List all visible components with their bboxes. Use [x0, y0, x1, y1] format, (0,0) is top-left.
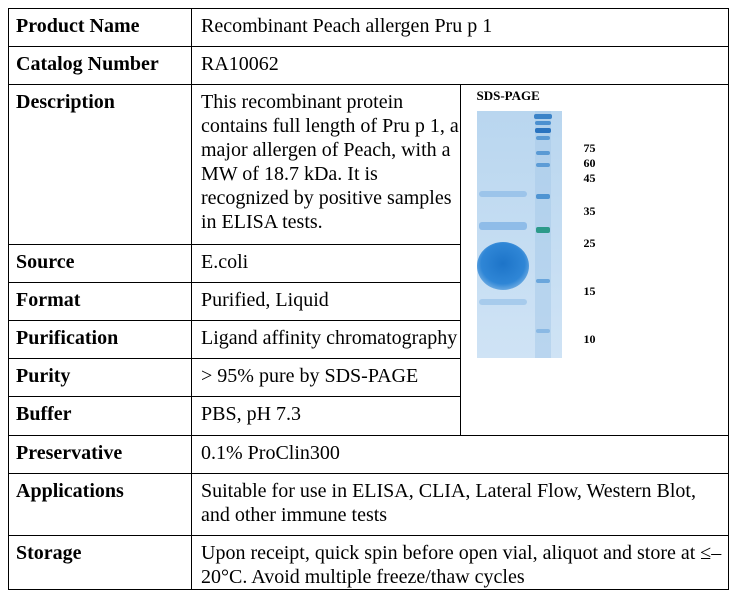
marker-10: 10 [583, 332, 596, 346]
description-value: This recombinant protein contains full length of Pru p 1, a major allergen of Peach, with a MW of 18.7 kDa. It is recognized by positive samples in ELISA tests. [192, 85, 461, 245]
preservative-value: 0.1% ProClin300 [192, 436, 729, 474]
sds-page-figure [460, 85, 729, 436]
purification-value: Ligand affinity chromatography [192, 321, 461, 359]
catalog-number-label: Catalog Number [9, 47, 192, 85]
spec-table [8, 8, 729, 590]
product-name-value: Recombinant Peach allergen Pru p 1 [192, 9, 729, 47]
marker-45: 45 [583, 171, 596, 185]
buffer-value: PBS, pH 7.3 [192, 397, 461, 436]
marker-75: 75 [583, 141, 596, 155]
preservative-label: Preservative [9, 436, 192, 474]
purity-label: Purity [9, 359, 192, 397]
row-product-name [9, 9, 729, 47]
gel-title: SDS-PAGE [476, 88, 540, 103]
description-label: Description [9, 85, 192, 245]
buffer-label: Buffer [9, 397, 192, 436]
source-value: E.coli [192, 245, 461, 283]
catalog-number-value: RA10062 [192, 47, 729, 85]
format-value: Purified, Liquid [192, 283, 461, 321]
marker-35: 35 [583, 204, 596, 218]
marker-25: 25 [583, 236, 596, 250]
purification-label: Purification [9, 321, 192, 359]
applications-value: Suitable for use in ELISA, CLIA, Lateral Flow, Western Blot, and other immune tests [192, 474, 729, 536]
storage-label: Storage [9, 536, 192, 590]
applications-label: Applications [9, 474, 192, 536]
product-name-label: Product Name [9, 9, 192, 47]
purity-value: > 95% pure by SDS-PAGE [192, 359, 461, 397]
format-label: Format [9, 283, 192, 321]
row-preservative [9, 436, 729, 474]
marker-15: 15 [583, 284, 596, 298]
row-catalog-number [9, 47, 729, 85]
row-storage [9, 536, 729, 590]
row-description [9, 85, 729, 245]
product-spec-sheet [8, 8, 729, 594]
sds-page-gel-image [477, 111, 562, 358]
source-label: Source [9, 245, 192, 283]
mw-marker-labels [584, 142, 624, 382]
row-applications [9, 474, 729, 536]
marker-60: 60 [583, 156, 596, 170]
storage-value: Upon receipt, quick spin before open vial, aliquot and store at ≤–20°C. Avoid multiple freeze/thaw cycles [192, 536, 729, 590]
